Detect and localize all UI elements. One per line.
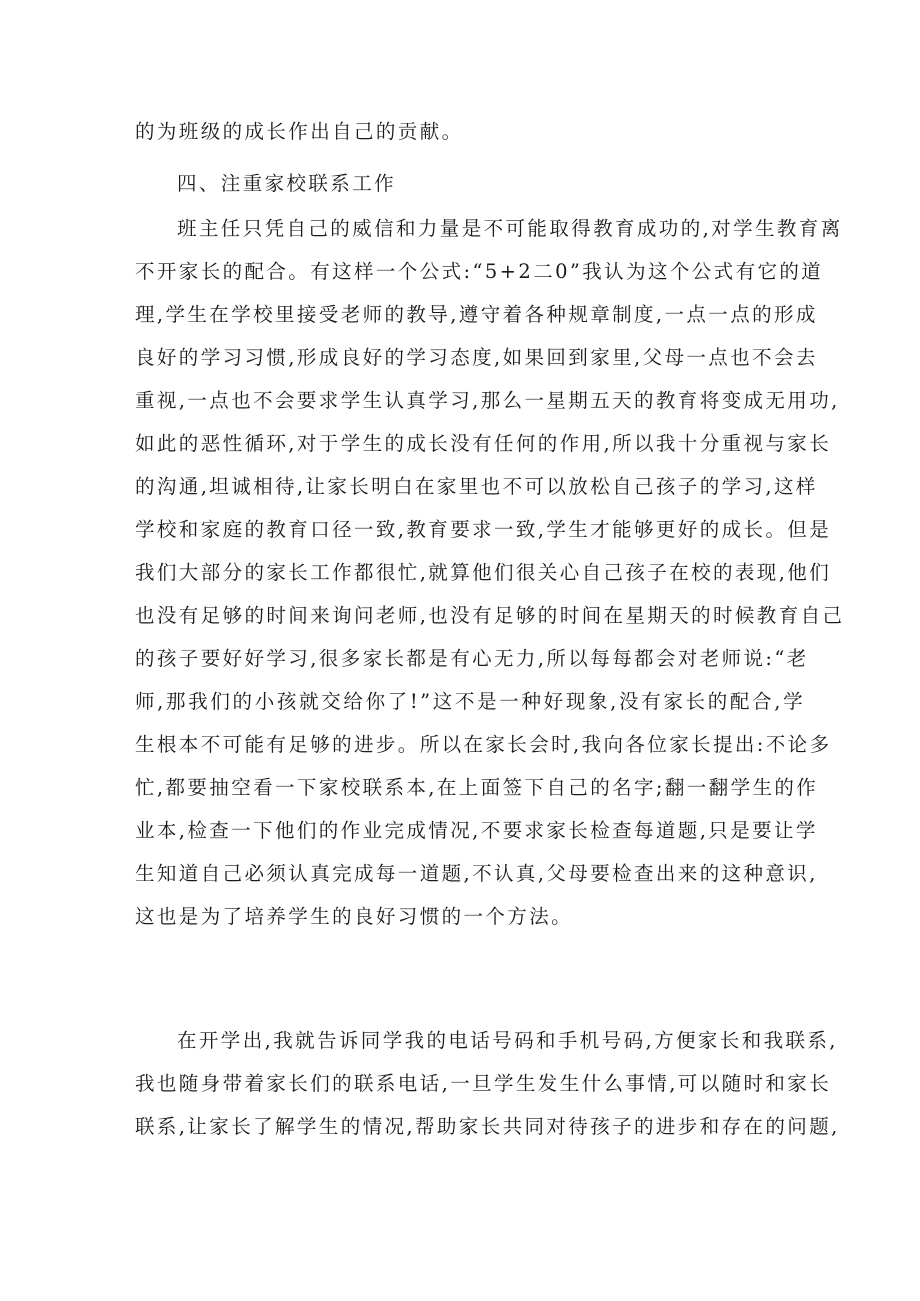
text-line: 如此的恶性循环,对于学生的成长没有任何的作用,所以我十分重视与家长 bbox=[135, 432, 832, 455]
text-line: 这也是为了培养学生的良好习惯的一个方法。 bbox=[135, 905, 574, 928]
text-line: 业本,检查一下他们的作业完成情况,不要求家长检查每道题,只是要让学 bbox=[135, 819, 818, 842]
text-line: 我们大部分的家长工作都很忙,就算他们很关心自己孩子在校的表现,他们 bbox=[135, 561, 832, 584]
text-line: 重视,一点也不会要求学生认真学习,那么一星期五天的教育将变成无用功, bbox=[135, 389, 840, 412]
text-line: 的孩子要好好学习,很多家长都是有心无力,所以每每都会对老师说:“老 bbox=[135, 647, 809, 670]
text-line: 生根本不可能有足够的进步。所以在家长会时,我向各位家长提出:不论多 bbox=[135, 733, 832, 756]
text-line: 的沟通,坦诚相待,让家长明白在家里也不可以放松自己孩子的学习,这样 bbox=[135, 475, 818, 498]
text-line: 生知道自己必须认真完成每一道题,不认真,父母要检查出来的这种意识, bbox=[135, 862, 818, 885]
text-line: 的为班级的成长作出自己的贡献。 bbox=[135, 120, 464, 143]
text-line: 理,学生在学校里接受老师的教导,遵守着各种规章制度,一点一点的形成 bbox=[135, 303, 818, 326]
text-line: 在开学出,我就告诉同学我的电话号码和手机号码,方便家长和我联系, bbox=[177, 1029, 838, 1052]
text-line: 班主任只凭自己的威信和力量是不可能取得教育成功的,对学生教育离 bbox=[177, 217, 843, 240]
text-line: 学校和家庭的教育口径一致,教育要求一致,学生才能够更好的成长。但是 bbox=[135, 518, 832, 541]
paragraph-home-school-contact bbox=[135, 207, 845, 938]
text-line: 也没有足够的时间来询问老师,也没有足够的时间在星期天的时候教育自己 bbox=[135, 604, 845, 627]
paragraph-phone-contact bbox=[135, 1019, 840, 1148]
text-line: 师,那我们的小孩就交给你了!”这不是一种好现象,没有家长的配合,学 bbox=[135, 690, 805, 713]
heading-line: 四、注重家校联系工作 bbox=[177, 172, 397, 195]
section-heading bbox=[135, 162, 805, 205]
text-line: 联系,让家长了解学生的情况,帮助家长共同对待孩子的进步和存在的问题, bbox=[135, 1115, 840, 1138]
text-line: 良好的学习习惯,形成良好的学习态度,如果回到家里,父母一点也不会去 bbox=[135, 346, 818, 369]
paragraph-continuation bbox=[135, 110, 805, 153]
text-line: 我也随身带着家长们的联系电话,一旦学生发生什么事情,可以随时和家长 bbox=[135, 1072, 832, 1095]
text-line: 不开家长的配合。有这样一个公式:“5+2二0”我认为这个公式有它的道 bbox=[135, 260, 824, 283]
text-line: 忙,都要抽空看一下家校联系本,在上面签下自己的名字;翻一翻学生的作 bbox=[135, 776, 819, 799]
